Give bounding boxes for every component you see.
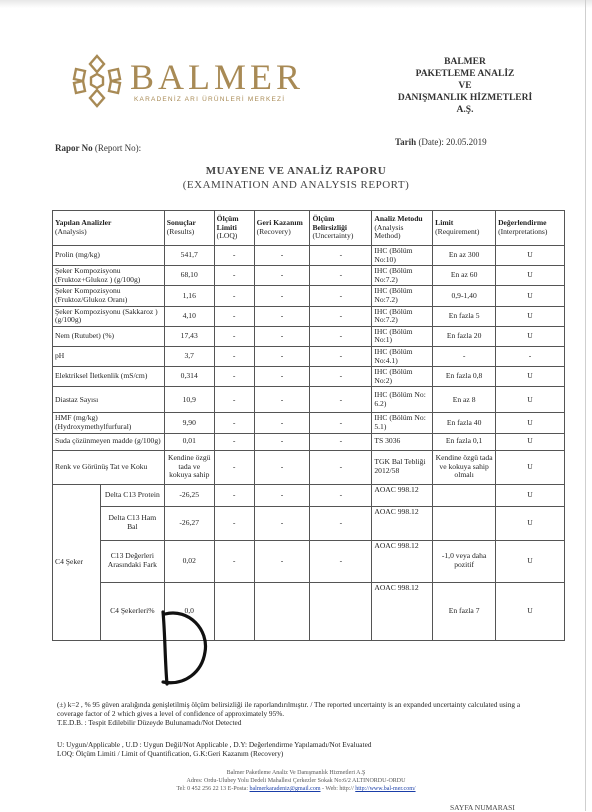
table-cell-rec: -	[254, 506, 310, 540]
table-cell-limit: -1,0 veya daha pozitif	[433, 540, 496, 582]
column-header-title: Sonuçlar	[166, 218, 196, 228]
c4-group-label: C4 Şeker	[53, 484, 101, 640]
table-row	[53, 286, 565, 306]
table-cell-interp: U	[496, 433, 565, 450]
column-header-title: Ölçüm Belirsizliği	[312, 214, 348, 232]
table-cell-method: TS 3036	[372, 433, 433, 450]
table-cell-limit: En az 300	[433, 246, 496, 266]
table-cell-rec: -	[254, 346, 310, 366]
legend-line-1: U: Uygun/Applicable , U.D : Uygun Değil/Not Applicable , D.Y: Değerlendirme Yapılamadı/Not Evaluated	[57, 740, 372, 749]
table-cell-result: 0,02	[164, 540, 214, 582]
footer-address: Adres: Ordu-Ulubey Yolu Dedeli Mahallesi Çerkezler Sokak No:6/2 ALTINORDU-ORDU	[186, 778, 406, 784]
table-cell-limit: En az 60	[433, 266, 496, 286]
table-cell-interp: U	[496, 506, 565, 540]
table-cell-result: 3,7	[164, 346, 214, 366]
table-cell-unc: -	[310, 387, 372, 413]
column-header-title: Limit	[435, 218, 454, 228]
table-cell-result: 0,0	[164, 582, 214, 640]
column-header-title: Geri Kazanım	[256, 218, 303, 228]
table-cell-c4-analysis: C4 Şekerleri%	[100, 582, 164, 640]
column-header-subtitle: (Interpretations)	[498, 227, 548, 236]
column-header	[372, 211, 433, 246]
company-line: BALMER	[444, 57, 486, 67]
footer-contact	[0, 786, 592, 794]
table-cell-method: IHC (Bölüm No:1)	[372, 326, 433, 346]
table-cell-result: 17,43	[164, 326, 214, 346]
company-name-block	[380, 56, 550, 116]
page-edge-line	[585, 0, 586, 811]
report-date	[395, 137, 487, 147]
table-cell-c4-analysis: C13 Değerleri Arasındaki Fark	[100, 540, 164, 582]
table-cell-analysis: Renk ve Görünüş Tat ve Koku	[53, 450, 165, 484]
table-cell-interp: U	[496, 387, 565, 413]
table-row	[53, 367, 565, 387]
table-cell-rec: -	[254, 326, 310, 346]
table-cell-limit: En fazla 40	[433, 413, 496, 433]
company-line: PAKETLEME ANALİZ	[415, 69, 515, 79]
column-header-title: Analiz Metodu	[374, 214, 423, 224]
table-cell-loq: -	[214, 450, 254, 484]
column-header-title: Ölçüm Limiti	[216, 214, 239, 232]
table-cell-limit: Kendine özgü tada ve kokuya sahip olmalı	[433, 450, 496, 484]
results-table	[52, 210, 565, 641]
hexagon-flower-icon	[68, 52, 126, 110]
table-cell-interp: U	[496, 306, 565, 326]
table-cell-analysis: Prolin (mg/kg)	[53, 246, 165, 266]
table-cell-analysis: HMF (mg/kg) (Hydroxymethylfurfural)	[53, 413, 165, 433]
table-cell-loq: -	[214, 286, 254, 306]
table-cell-analysis: Suda çözünmeyen madde (g/100g)	[53, 433, 165, 450]
table-cell-unc: -	[310, 326, 372, 346]
table-cell-loq: -	[214, 506, 254, 540]
table-cell-loq: -	[214, 433, 254, 450]
table-cell-unc: -	[310, 306, 372, 326]
table-cell-limit: En fazla 5	[433, 306, 496, 326]
column-header-subtitle: (LOQ)	[216, 231, 238, 241]
table-row-c4	[53, 484, 565, 506]
column-header-title: Yapılan Analizler	[55, 218, 112, 228]
footer-web-link[interactable]: http://www.bal-mer.com/	[355, 786, 416, 792]
table-header-row	[53, 211, 565, 246]
table-row	[53, 387, 565, 413]
report-date-value: (Date): 20.05.2019	[418, 137, 487, 147]
table-cell-loq: -	[214, 387, 254, 413]
footer-company: Balmer Paketleme Analiz Ve Danışmanlık Hizmetleri A.Ş	[226, 770, 366, 776]
table-cell-analysis: Şeker Kompozisyonu (Fruktoz+Glukoz ) (g/100g)	[53, 266, 165, 286]
table-cell-result: 1,16	[164, 286, 214, 306]
table-cell-limit: En fazla 0,1	[433, 433, 496, 450]
legend-line-2: LOQ: Ölçüm Limiti / Limit of Quantification, G.K:Geri Kazanım (Recovery)	[57, 749, 284, 758]
table-cell-result: 68,10	[164, 266, 214, 286]
table-cell-loq: -	[214, 367, 254, 387]
column-header	[214, 211, 254, 246]
table-cell-interp: U	[496, 484, 565, 506]
table-cell-loq: -	[214, 306, 254, 326]
page-top-shadow	[0, 0, 592, 8]
uncertainty-note: (±) k=2 , % 95 güven aralığında genişletilmiş ölçüm belirsizliği ile raporlandırılmıştır. / The reported uncertainty is an expanded uncertainty calculated using a coverage factor of 2 which gives a level of confidence of approximately 95%.	[57, 700, 521, 718]
table-cell-unc: -	[310, 433, 372, 450]
table-cell-unc: -	[310, 540, 372, 582]
report-title-en: (EXAMINATION AND ANALYSIS REPORT)	[182, 179, 410, 191]
table-cell-rec: -	[254, 367, 310, 387]
table-cell-loq: -	[214, 540, 254, 582]
table-cell-analysis: Nem (Rutubet) (%)	[53, 326, 165, 346]
table-cell-rec	[254, 582, 310, 640]
table-cell-method: IHC (Bölüm No:2)	[372, 367, 433, 387]
table-cell-rec: -	[254, 286, 310, 306]
table-row	[53, 450, 565, 484]
report-title: MUAYENE VE ANALİZ RAPORU	[205, 165, 387, 177]
table-cell-interp: U	[496, 326, 565, 346]
table-cell-limit: En fazla 7	[433, 582, 496, 640]
report-number-label: Rapor No	[55, 143, 93, 153]
table-cell-rec: -	[254, 433, 310, 450]
table-cell-unc: -	[310, 246, 372, 266]
footer-web-label: - Web: http://	[322, 786, 354, 792]
column-header	[164, 211, 214, 246]
column-header-subtitle: (Results)	[166, 227, 195, 236]
report-number-label-en: (Report No):	[94, 143, 142, 153]
table-cell-analysis: Şeker Kompozisyonu (Fruktoz/Glukoz Oranı)	[53, 286, 165, 306]
table-cell-interp: U	[496, 540, 565, 582]
table-row	[53, 246, 565, 266]
company-line: A.Ş.	[456, 105, 474, 115]
column-header	[310, 211, 372, 246]
table-cell-interp: U	[496, 286, 565, 306]
table-cell-unc	[310, 582, 372, 640]
report-number	[55, 143, 141, 153]
table-cell-analysis: Diastaz Sayısı	[53, 387, 165, 413]
table-row	[53, 413, 565, 433]
table-cell-method: IHC (Bölüm No:7.2)	[372, 286, 433, 306]
table-row-c4	[53, 540, 565, 582]
table-cell-loq: -	[214, 346, 254, 366]
table-cell-limit: En fazla 0,8	[433, 367, 496, 387]
table-cell-loq	[214, 582, 254, 640]
table-cell-unc: -	[310, 413, 372, 433]
table-cell-rec: -	[254, 387, 310, 413]
table-cell-limit	[433, 484, 496, 506]
table-cell-interp: U	[496, 367, 565, 387]
table-cell-rec: -	[254, 246, 310, 266]
table-cell-loq: -	[214, 246, 254, 266]
logo-wordmark: BALMER	[130, 57, 305, 97]
column-header	[254, 211, 310, 246]
table-cell-result: 4,10	[164, 306, 214, 326]
table-cell-method: IHC (Bölüm No:4.1)	[372, 346, 433, 366]
column-header	[433, 211, 496, 246]
table-cell-result: -26,25	[164, 484, 214, 506]
table-cell-interp: -	[496, 346, 565, 366]
table-cell-limit: En az 8	[433, 387, 496, 413]
table-cell-limit: -	[433, 346, 496, 366]
table-cell-result: 0,01	[164, 433, 214, 450]
company-line: VE	[458, 81, 472, 91]
table-cell-method: IHC (Bölüm No: 6.2)	[372, 387, 433, 413]
table-cell-method: AOAC 998.12	[372, 540, 433, 582]
table-cell-result: Kendine özgü tada ve kokuya sahip	[164, 450, 214, 484]
company-line: DANIŞMANLIK HİZMETLERİ	[397, 93, 533, 103]
table-cell-loq: -	[214, 484, 254, 506]
table-row	[53, 326, 565, 346]
table-cell-result: 0,314	[164, 367, 214, 387]
table-row	[53, 306, 565, 326]
table-cell-result: 10,9	[164, 387, 214, 413]
table-cell-loq: -	[214, 326, 254, 346]
report-date-label: Tarih	[395, 137, 417, 147]
table-cell-limit	[433, 506, 496, 540]
footer-tel: Tel: 0 452 256 22 13 E-Posta:	[176, 786, 249, 792]
table-cell-rec: -	[254, 266, 310, 286]
table-cell-interp: U	[496, 246, 565, 266]
table-cell-method: IHC (Bölüm No: 5.1)	[372, 413, 433, 433]
table-cell-unc: -	[310, 450, 372, 484]
table-cell-method: IHC (Bölüm No:7.2)	[372, 306, 433, 326]
column-header	[496, 211, 565, 246]
table-cell-analysis: pH	[53, 346, 165, 366]
table-cell-rec: -	[254, 450, 310, 484]
table-cell-limit: 0,9-1,40	[433, 286, 496, 306]
table-cell-method: AOAC 998.12	[372, 582, 433, 640]
column-header-subtitle: (Analysis Method)	[374, 222, 404, 241]
balmer-logo	[68, 52, 305, 112]
handwritten-d-mark	[155, 606, 215, 690]
table-row	[53, 266, 565, 286]
page-number-label: SAYFA NUMARASI	[450, 803, 515, 812]
table-cell-c4-analysis: Delta C13 Protein	[100, 484, 164, 506]
table-cell-analysis: Şeker Kompozisyonu (Sakkaroz ) (g/100g)	[53, 306, 165, 326]
tedb-note: T.E.D.B. : Tespit Edilebilir Düzeyde Bulunamadı/Not Detected	[57, 718, 242, 727]
table-cell-result: 9,90	[164, 413, 214, 433]
table-cell-analysis: Elektriksel İletkenlik (mS/cm)	[53, 367, 165, 387]
column-header	[53, 211, 165, 246]
table-cell-unc: -	[310, 346, 372, 366]
column-header-subtitle: (Recovery)	[256, 227, 291, 236]
column-header-subtitle: (Uncertainty)	[312, 231, 354, 241]
table-cell-interp: U	[496, 413, 565, 433]
table-cell-method: AOAC 998.12	[372, 484, 433, 506]
column-header-subtitle: (Requirement)	[435, 227, 480, 236]
table-cell-unc: -	[310, 484, 372, 506]
logo-subtitle: KARADENİZ ARI ÜRÜNLERİ MERKEZİ	[134, 96, 286, 103]
table-cell-method: AOAC 998.12	[372, 506, 433, 540]
table-cell-interp: U	[496, 582, 565, 640]
table-row-c4	[53, 506, 565, 540]
table-cell-method: IHC (Bölüm No:10)	[372, 246, 433, 266]
table-cell-unc: -	[310, 506, 372, 540]
table-cell-rec: -	[254, 306, 310, 326]
footer-email-link[interactable]: balmerkaradeniz@gmail.com	[249, 786, 321, 792]
table-row	[53, 433, 565, 450]
table-cell-interp: U	[496, 266, 565, 286]
column-header-subtitle: (Analysis)	[55, 227, 87, 236]
table-cell-rec: -	[254, 484, 310, 506]
table-row	[53, 346, 565, 366]
table-cell-limit: En fazla 20	[433, 326, 496, 346]
table-cell-rec: -	[254, 540, 310, 582]
table-cell-result: -26,27	[164, 506, 214, 540]
table-cell-interp: U	[496, 450, 565, 484]
table-cell-loq: -	[214, 413, 254, 433]
table-cell-unc: -	[310, 286, 372, 306]
column-header-title: Değerlendirme	[498, 218, 547, 228]
table-row-c4	[53, 582, 565, 640]
table-cell-method: IHC (Bölüm No:7.2)	[372, 266, 433, 286]
table-cell-method: TGK Bal Tebliği 2012/58	[372, 450, 433, 484]
table-cell-rec: -	[254, 413, 310, 433]
table-cell-unc: -	[310, 367, 372, 387]
table-cell-loq: -	[214, 266, 254, 286]
table-cell-c4-analysis: Delta C13 Ham Bal	[100, 506, 164, 540]
table-cell-result: 541,7	[164, 246, 214, 266]
table-cell-unc: -	[310, 266, 372, 286]
